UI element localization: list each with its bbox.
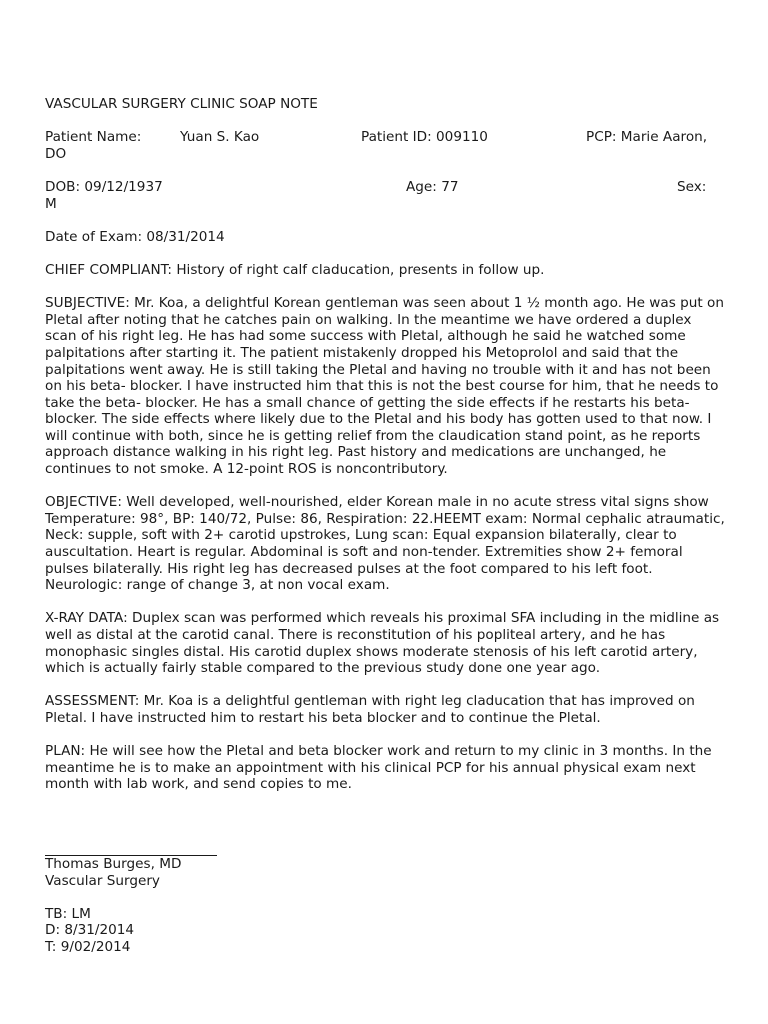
dob: DOB: 09/12/1937 bbox=[45, 178, 163, 195]
transcribed-date: T: 9/02/2014 bbox=[45, 938, 131, 955]
patient-header-line2 bbox=[45, 179, 725, 196]
plan-section: PLAN: He will see how the Pletal and beta blocker work and return to my clinic in 3 months. In the meantime he is to make an appointment with his clinical PCP for his annual physical exam next month with lab work, and send copies to me. bbox=[45, 743, 712, 793]
signature-spacer bbox=[45, 889, 725, 906]
age: Age: 77 bbox=[406, 178, 459, 195]
patient-header-line1 bbox=[45, 129, 725, 146]
exam-date: Date of Exam: 08/31/2014 bbox=[45, 228, 225, 245]
xray-section: X-RAY DATA: Duplex scan was performed which reveals his proximal SFA including in the midline as well as distal at the carotid canal. There is reconstitution of his popliteal artery, and he has monophasic singles distal. His carotid duplex shows moderate stenosis of his left carotid artery, which is actually fairly stable compared to the previous study done one year ago. bbox=[45, 610, 720, 677]
patient-name-value: Yuan S. Kao bbox=[180, 129, 260, 146]
sex-label: Sex: bbox=[677, 178, 707, 195]
assessment-section: ASSESSMENT: Mr. Koa is a delightful gentleman with right leg claducation that has improved on Pletal. I have instructed him to restart his beta blocker and to continue the Pletal. bbox=[45, 693, 695, 726]
transcriber: TB: LM bbox=[45, 905, 91, 922]
physician-name: Thomas Burges, MD bbox=[45, 855, 182, 872]
patient-header bbox=[45, 129, 725, 245]
dictated-date: D: 8/31/2014 bbox=[45, 922, 135, 939]
sex-value: M bbox=[45, 195, 57, 212]
subjective-section: SUBJECTIVE: Mr. Koa, a delightful Korean gentleman was seen about 1 ½ month ago. He was put on Pletal after noting that he catches pain on walking. In the meantime we have ordered a duplex scan of his right leg. He has had some success with Pletal, although he said he watched some palpitations after starting it. The patient mistakenly dropped his Metoprolol and said that the palpitations went away. He is still taking the Pletal and having no trouble with it and has not been on his beta- blocker. I have instructed him that this is not the best course for him, that he needs to take the beta- blocker. He has a small chance of getting the side effects if he restarts his beta- blocker. The side effects where likely due to the Pletal and his body has gotten used to that now. I will continue with both, since he is getting relief from the claudication stand point, as he reports approach distance walking in his right leg. Past history and medications are unchanged, he continues to not smoke. A 12-point ROS is noncontributory. bbox=[45, 295, 724, 478]
objective-section: OBJECTIVE: Well developed, well-nourished, elder Korean male in no acute stress vital signs show Temperature: 98°, BP: 140/72, Pulse: 86, Respiration: 22.HEEMT exam: Normal cephalic atraumatic, Neck: supple, soft with 2+ carotid upstrokes, Lung scan: Equal expansion bilaterally, clear to auscultation. Heart is regular. Abdominal is soft and non-tender. Extremities show 2+ femoral pulses bilaterally. His right leg has decreased pulses at the foot compared to his left foot. Neurologic: range of change 3, at non vocal exam. bbox=[45, 494, 725, 594]
pcp-name: PCP: Marie Aaron, bbox=[586, 129, 708, 146]
pcp-credential: DO bbox=[45, 145, 67, 162]
patient-name-label: Patient Name: bbox=[45, 129, 142, 146]
physician-department: Vascular Surgery bbox=[45, 872, 160, 889]
patient-id: Patient ID: 009110 bbox=[361, 129, 488, 146]
signature-line bbox=[45, 843, 217, 856]
chief-complaint: CHIEF COMPLIANT: History of right calf claducation, presents in follow up. bbox=[45, 261, 545, 278]
document-title: VASCULAR SURGERY CLINIC SOAP NOTE bbox=[45, 96, 318, 112]
signature-block bbox=[45, 856, 725, 956]
soap-note-document bbox=[45, 96, 725, 956]
